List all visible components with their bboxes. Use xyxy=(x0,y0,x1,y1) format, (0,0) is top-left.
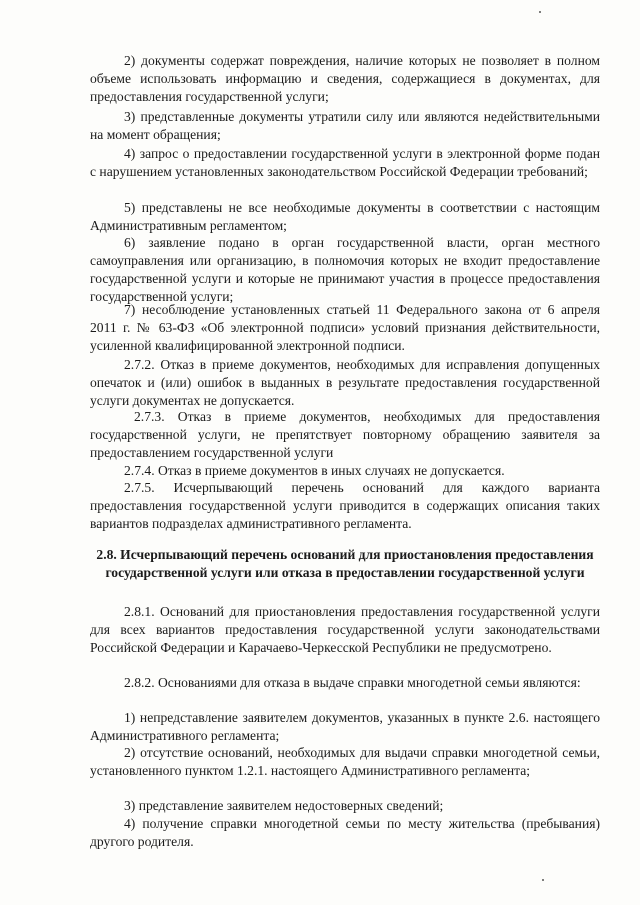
reason-4: 4) получение справки многодетной семьи по месту жительства (пребывания) другого родителя. xyxy=(90,816,600,849)
item-6-text: 6) заявление подано в орган государственной власти, орган местного самоуправления или организацию, в полномочия которых не входит предоставление государственной услуги и которые не принимают участия в процессе предоставления государственной услуги; xyxy=(90,235,600,304)
clause-2-8-2: 2.8.2. Основаниями для отказа в выдаче справки многодетной семьи являются: xyxy=(124,675,581,690)
scan-speck xyxy=(542,879,544,881)
clause-2-7-2: 2.7.2. Отказ в приеме документов, необходимых для исправления допущенных опечаток и (или) ошибок в выданных в результате предоставления государственной услуги документах не допускается. xyxy=(90,357,600,408)
reason-2: 2) отсутствие оснований, необходимых для выдачи справки многодетной семьи, установленного пунктом 1.2.1. настоящего Административного регламента; xyxy=(90,745,600,778)
clause-2-7-3: 2.7.3. Отказ в приеме документов, необходимых для предоставления государственной услуги, не препятствует повторному обращению заявителя за предоставлением государственной услуги xyxy=(90,409,600,460)
reason-3: 3) представление заявителем недостоверных сведений; xyxy=(124,798,444,813)
clause-2-7-4: 2.7.4. Отказ в приеме документов в иных случаях не допускается. xyxy=(124,463,505,478)
clause-2-8-1: 2.8.1. Оснований для приостановления предоставления государственной услуги для всех вариантов предоставления государственной услуги законодательствами Российской Федерации и Карачаево-Черкесской Республики не предусмотрено. xyxy=(90,604,600,655)
item-5-text: 5) представлены не все необходимые документы в соответствии с настоящим Административным регламентом; xyxy=(90,200,600,233)
item-3-text: 3) представленные документы утратили силу или являются недействительными на момент обращения; xyxy=(90,109,600,142)
item-4-text: 4) запрос о предоставлении государственной услуги в электронной форме подан с нарушением установленных законодательством Российской Федерации требований; xyxy=(90,146,600,179)
clause-2-7-5: 2.7.5. Исчерпывающий перечень оснований для каждого варианта предоставления государственной услуги приводится в содержащих описания таких вариантов подразделах административного регламента. xyxy=(90,480,600,531)
reason-1: 1) непредставление заявителем документов, указанных в пункте 2.6. настоящего Административного регламента; xyxy=(90,710,600,743)
section-2-8-heading: 2.8. Исчерпывающий перечень оснований для приостановления предоставления государственной услуги или отказа в предоставлении государственной услуги xyxy=(96,547,594,580)
item-2-text: 2) документы содержат повреждения, наличие которых не позволяет в полном объеме использовать информацию и сведения, содержащиеся в документах, для предоставления государственной услуги; xyxy=(90,53,600,104)
item-7-text: 7) несоблюдение установленных статьей 11 Федерального закона от 6 апреля 2011 г. № 63-ФЗ «Об электронной подписи» условий признания действительности, усиленной квалифицированной электронной подписи. xyxy=(90,302,600,353)
scan-speck xyxy=(539,11,541,13)
